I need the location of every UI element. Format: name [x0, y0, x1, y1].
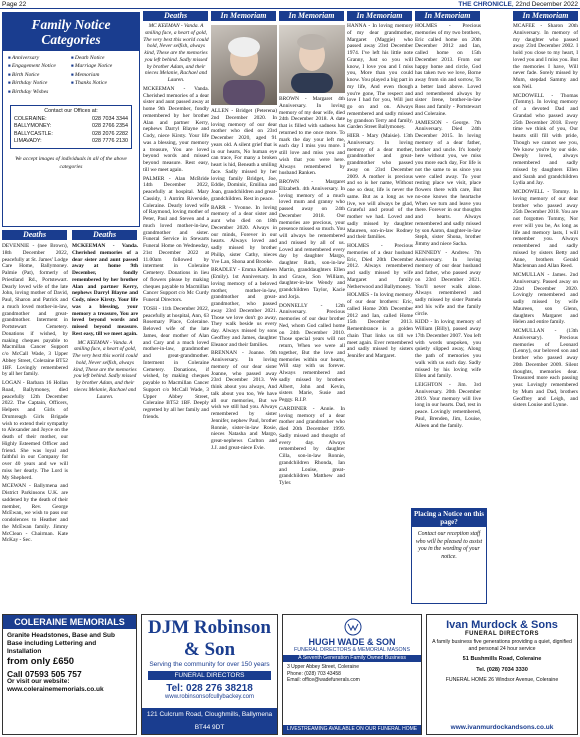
placing-notice-box: [411, 508, 487, 604]
band-deaths: Deaths: [143, 11, 208, 21]
notice-holmes-brothers: HOLMES - In loving memory of our dear brothers: Eric, called Home 20th December 2012 and Ian, called Home 15th December 2013. Remembrance is a golden chain That links us till we meet again. Ever remembered and sadly missed by sisters Jennifer and Margaret.: [347, 292, 413, 359]
contact-box: [10, 105, 132, 149]
notice-mcafee: MCAFEE - Sharon 20th Anniversary. In memory of my daughter who passed away 23rd December 2002. I hold you close to my heart, I loved you and I miss you. But the memories I have, Will never fade. Sorely missed by Mum, stepdad Sammy and son Neil.: [513, 23, 578, 90]
notice-allen: ALLEN - Bridget (Peterena) 2nd December 2020. In loving memory of our dear mother who died on 23rd December 2020, aged 91 years old. A silent grief that is in our hearts, No human eye can trace, For many a broken heart is hid, Beneath a smiling face. Sadly missed by her loving family Bridget, Joe, Eddie, Dominic, Emilina and Joan, grandchildren and great-grandchildren. Rest in peace.: [211, 108, 277, 202]
hugh-wade-ad: HUGH WADE & SON FUNERAL DIRECTORS & MEMORIAL MASONS A Seventh Generation Family Owned Business 3 Upper Abbey Street, Coleraine Phone: (028) 703 43458 Email: office@wadefunerals.com LIVESTREAMING AVAILABLE ON OUR FUNERAL HOME: [282, 614, 422, 735]
category-item: ■ Engagement Notice: [8, 62, 71, 70]
notice-donnelly: DONNELLY - 12th Anniversary. Precious memories of our dear brother Ned, whom God called home on 24th December 2010. Those special years will not return, When we were all together, But the love and memories within our hearts, Will stay with us forever. Always remembered and sadly missed by brothers Albert, John and Kevin, sisters Marie, Susie and Peggy. R.I.P.: [279, 302, 345, 403]
page-number: Page 22: [2, 1, 27, 8]
ad-website[interactable]: www.ivanmurdockandsons.co.uk: [450, 724, 554, 731]
ad-title: COLERAINE MEMORIALS: [3, 615, 136, 629]
ad-body: Granite Headstones, Base and Sub Base including Lettering and Installation from only £650 Call 07593 505 757 Or visit our website: www.colerainememorials.co.uk: [3, 629, 136, 697]
ad-address: 121 Culcrum Road, Cloughmills, Ballymena BT44 9DT: [142, 708, 277, 734]
wade-logo-icon: [343, 618, 363, 636]
placing-body: Contact our reception staff who will be pleased to assist you in the wording of your notice.: [415, 531, 483, 560]
notice-brennan: BRENNAN - Joanne. 9th Anniversary. In loving memory of our dear sister Joanne, who passed away 23rd December 2013. We think about you always, And talk about you too, We have all our memories, But we wish we still had you. Always remembered by sister Jennifer, nephew Paul, brother Ronnie, sister-in-law Rosie, nieces Natasha and Margo, great-nephews Carlton and J.J. and great-niece Evie.: [211, 350, 277, 451]
family-notice-title: Family Notice Categories: [3, 13, 139, 51]
notice-devennie: DEVENNIE - (nee Brown), 18th December 2022, peacefully at St. James' Lodge Care Home, Ballymoney. Palmie (Pat), formerly of Priestland Rd., Portstewart. Dearly loved wife of the late John, loving mother of David, Paul, Sharon and Patrick and a much loved mother-in-law, grandmother and great-grandmother. Interment in Portstewart Cemetery. Donations if wished, by making cheques payable to Macmillan Cancer Support c/o McCall Wade, 3 Upper Abbey Street, Coleraine BT52 1BF. Lovingly remembered by all her family.: [2, 243, 68, 378]
memoriam-column-3: [347, 23, 413, 608]
notice-holmes: HOLMES - Precious memories of a dear husband Eric, Died 20th December 2012. Always remembered and sadly missed by wife Margaret and family Netherwood and Ballymoney.: [347, 243, 413, 290]
notice-bradley: BRADLEY - Emma Kathleen (Emily). 1st Anniversary. In loving memory of a beloved mother, mother-in-law, grandmother and great-grandmother, who passed away 23rd December 2021. Those we love don't go away, They walk beside us every day. Always missed by sons Geoffrey and James, daughter Eleanor and their families.: [211, 267, 277, 348]
notice-holmes-irene: HOLMES - Precious memories of my two brothers, Eric called home on 20th December 2012 and Ian, called home on 15th December 2013. From our happy home and circle, God has taken two we love, Borne away from sin and sorrow, To a better land above. Loved and remembered always by sister Irene, brother-in-law Ross and family - Portstewart and Coleraine.: [415, 23, 481, 117]
category-item: ■ Death Notice: [71, 54, 134, 62]
ivan-murdock-ad: Ivan Murdock & Sons FUNERAL DIRECTORS A family business five generations providing a quiet, dignified and personal 24 hour service 51 Bushmills Road, Coleraine Tel. (028) 7034 3330 FUNERAL HOME 26 Windsor Avenue, Coleraine www.ivanmurdockandsons.co.uk: [426, 614, 578, 735]
notice-mckeeman-verse: MC KEEMAN - Vanda. A smiling face, a heart of gold, The very best this world could hold, Never selfish, always kind, These are the memories you left behind. Sadly missed by brother Adam, and their nieces Melanie, Rachael and Lauren.: [143, 23, 209, 83]
notice-mcdowell-tommy: MCDOWELL - Tommy. In loving memory of our dear brother who passed away 25th December 2018. You are not forgotten Tommy, Nor ever will you be, As long as life and memory lasts, I will remember you. Always remembered and sadly missed by sisters Betty and Anne, brothers Gerald Maclennan and Allan Reed.: [513, 189, 578, 270]
notice-brown-margaret: BROWN - Margaret Elizabeth. 4th Anniversary. In loving memory of a much loved mum and granny who passed away on 24th December 2018. Our memories are precious, your presence missed so much. You will always be remembered and missed by all of us. Loved and remembered every day by daughter Margo, daughter Ruth, son-in-law Martin, granddaughters Ellen and Grace, Son William, daughter-in-law Wendy and grandchildren Taylor, Kacie and Jorja.: [279, 179, 345, 300]
coleraine-memorials-ad: [2, 614, 137, 735]
memoriam-column-2: [279, 96, 345, 608]
notice-leighton: LEIGHTON - Jim. 3rd Anniversary. 20th December 2019. Your memory will live long in our hearts. Dad, rest in peace. Lovingly remembered, Paul, Brenden, Jim, Louise, Aileen and the family.: [415, 382, 481, 429]
ad-phone: Call 07593 505 757: [7, 669, 82, 679]
ad-website[interactable]: www.robinsonsofcullybackey.com: [165, 694, 254, 700]
placing-title: Placing a Notice on this page?: [414, 510, 484, 526]
portrait-image: [211, 25, 277, 105]
ad-title: DJM Robinson & Son: [148, 617, 271, 660]
contact-heading: Contact our Offices at:: [44, 108, 98, 115]
deaths-column-1: [2, 243, 68, 608]
ad-title: Ivan Murdock & Sons: [446, 619, 558, 631]
office-row: COLERAINE: 028 7034 3344: [14, 115, 128, 122]
notice-mckeeman-verse: MC KEEMAN - Vanda. A smiling face, a heart of gold, The very best this world could hold, Never selfish, always kind, These are the memories you left behind. Sadly missed by brother Adam, and their nieces Melanie, Rachael and Lauren.: [72, 339, 138, 400]
notice-gardiner: GARDINER - Annie. In loving memory of a dear mother and grandmother who died 20th December 1999. Sadly missed and thought of every day. Always remembered by daughter Cilla, son-in-law Ronnie, grandchildren Rhonda, Ian and Louise, great-grandchildren Matthew and Tyler.: [279, 405, 345, 486]
allen-photo: [211, 25, 277, 105]
memoriam-column-5: [513, 23, 578, 608]
notice-mcewan-parkinsons: MCEWAN - Ballymena and District Parkinsons U.K. are saddened by the death of their member, Rev. George McEwan, we wish to pass our condolences to Heather and the McEwan family. Jimmy McClean - Chairman. Kate McKay - Sec.: [2, 483, 68, 544]
category-item: ■ Birthday Wishes: [8, 88, 71, 96]
band-in-memoriam: In Memoriam: [211, 11, 276, 21]
notice-jamieson: JAMIESON - George. 7th Anniversary. Died 24th December 2015. In loving memory of a dear father, brother and uncle. It's lonely here without you, we miss you more each day, For life is not the same to us since you were called away. To your resting place we visit, place flowers there with care, But no-one knows the heartache When we turn and leave you there. Forever in our thoughts and hearts. Always remembered and sadly missed by son Aaron, daughter-in-law Steph, sister Shona, brother Jimmy and niece Sacha.: [415, 119, 481, 247]
category-item: ■ Memoriam: [71, 71, 134, 79]
band-deaths: Deaths: [2, 230, 67, 240]
category-item: ■ Anniversary: [8, 54, 71, 62]
family-notice-box: [2, 12, 140, 227]
notice-mckeeman: MCKEEMAN - Vanda. Cherished memories of a dear sister and aunt passed away at home 9th December, fondly remembered by her brother Alan and partner Kerry, nephews Darryl Blayne and Cody, niece Kirsty. Your life was a blessing, your memory a treasure, You are loved beyond words and missed beyond measure. Rest easy, till we meet again.: [143, 85, 209, 173]
notice-mcmullan-james: MCMULLAN - James. 2nd Anniversary. Passed away on 22nd December 2020. Lovingly remembered and sadly missed by wife Maureen, son Glenn, daughters Margaret and Helen and entire family.: [513, 272, 578, 326]
portrait-image: [279, 25, 345, 93]
ad-phone: Phone: (028) 703 43458: [287, 670, 341, 677]
category-item: ■ Marriage Notice: [71, 62, 134, 70]
brown-photo: [279, 25, 345, 93]
band-in-memoriam: In Memoriam: [279, 11, 344, 21]
band-deaths: Deaths: [72, 230, 137, 240]
category-item: ■ Birth Notice: [8, 71, 71, 79]
deaths-column-2: [72, 243, 138, 608]
notice-tosh: TOSH - 11th December 2022, peacefully at hospital, Ann, 63 Rosemary Place, Coleraine. Beloved wife of the late James, dear mother of Alan and Cary and a much loved mother-in-law, grandmother and great-grandmother. Interment in Coleraine Cemetery. Donations, if wished, by making cheques payable to Macmillan Cancer Support c/o McCall Wade, 3 Upper Abbey Street, Coleraine BT52 1BF. Deeply regretted by all her family and friends.: [143, 305, 209, 420]
ad-title: HUGH WADE & SON: [308, 637, 396, 647]
category-item: ■ Birthday Notice: [8, 79, 71, 87]
memoriam-column-4: [415, 23, 481, 508]
notice-logan: LOGAN - Barbara 16 Hollan Road, Ballymoney, died peacefully 12th December 2022. The Captain, Officers, Helpers and Girls of Drumreagh Girls Brigade wish to extend their sympathy to Alexander and Joyce on the death of their mother, our Highly Esteemed Officer and friend. She was loyal and faithful in our Company for over 40 years and we will miss her dearly. The Lord is My Shepherd.: [2, 380, 68, 481]
notice-barr: BARR - Yvonne. In loving memory of a dear sister and aunt who died on 18th December 2020. Always in our minds, Forever in our hearts. Always loved and sadly missed by brother Philip, sister Cathy, nieces Yve Lan, Shona and Brooke.: [211, 204, 277, 265]
notice-brown: BROWN - Margaret 4th Anniversary. In loving memory of my dear wife, died 24th December 2018. A date that is filled with sadness has returned to me once more. To mark the day your left me, each day I miss you more. I still love and miss you and wish that you were here. Always remembered by husband Ranken.: [279, 96, 345, 177]
category-item: ■ Thanks Notice: [71, 79, 134, 87]
ad-phone: Tel. (028) 7034 3330: [476, 666, 528, 673]
notice-kennedy: KENNEDY - Andrew. 7th Anniversary. In loving memory of our dear husband and father, who passed away on 23rd December 2021. You'll never walk alone. Always remembered and sadly missed by sister Pamela and his wife and the family circle.: [415, 249, 481, 317]
band-in-memoriam: In Memoriam: [347, 11, 412, 21]
images-note: We accept images of individuals in all of the above categories: [15, 156, 127, 170]
paper-title: THE CHRONICLE, 22nd December 2022: [458, 1, 578, 8]
notice-palmer: PALMER - Alan McBride 14th December 2022, peacefully at hospital. Mary Cassidy, 1 Antrim Riverside, Coleraine. Dearly loved wife of Raymond, loving mother of Peter, Paul and Steven and a much loved mother-in-law, grandmother and sister. Funeral Service in Stewarts Funeral Home on Wednesday, 21st December 2022 at 11.00am followed by interment in Coleraine Cemetery. Donations in lieu of flowers please by making cheques payable to Macmillan Cancer Support c/o Mc Curdy Funeral Directors.: [143, 175, 209, 303]
ad-phone: Tel: 028 276 38218: [166, 683, 253, 694]
notice-mcmullan-leonard: MCMULLAN - (13th Anniversary). Precious memories of Leonard (Lenny), our beloved son and brother who passed away 20th December 2009. Silent thoughts, memories dear. Treasured more each passing year. Lovingly remembered by Mum and Dad, brothers Geoffrey and Leigh, and sisters Louise and Lynne.: [513, 328, 578, 409]
band-in-memoriam: In Memoriam: [415, 11, 480, 21]
memoriam-column-1: [211, 108, 277, 608]
notice-mckeeman-church: MCKEEMAN - Vanda. Cherished memories of a dear sister and aunt passed away at home 9th December, fondly remembered by her brother Alan and partner Kerry, nephews Darryl Blayne and Cody, niece Kirsty. Your life was a blessing, your memory a treasure, You are loved beyond words and missed beyond measure. Rest easy, till we meet again.: [72, 243, 138, 337]
page-header: [0, 0, 580, 9]
band-in-memoriam: In Memoriam: [513, 11, 578, 21]
notice-hier: HIER - Mary (Maisie). 13th Anniversary. In loving memory of a dear mother, grandmother and great-grandmother who passed away on 23rd December 2009. A mother is precious and so is her name, Without one so dear, life is never the same. But as a long as we live, we will always be glad, Grateful and proud of the mother we had. Loved and sadly missed by daughter Maureen, son-in-law Rodney and their families.: [347, 133, 413, 241]
office-row: BALLYCASTLE: 028 2076 2282: [14, 130, 128, 137]
category-list: [3, 51, 139, 99]
ad-email[interactable]: Email: office@wadefunerals.com: [287, 677, 360, 683]
office-row: LIMAVADY: 028 7776 2130: [14, 138, 128, 145]
notice-kidd: KIDD - In loving memory of William (Billy), passed away 17th December 2007. You left with words unspoken, you quietly slipped away, Along the path of memories you walk with us each day. Sadly missed by his loving wife Ellen and family.: [415, 319, 481, 380]
deaths-column-3: [143, 23, 209, 608]
notice-hanna: HANNA - In loving memory of my dear grandmother, Margaret (Maggie) who passed away 23rd December 1974. I've left his little note Granny, Just so you will know, I love you and I miss you, More than you could know. You played a big part in my life, And even though you're gone, The respect and love I had for you, Will just go on and on. Always remembered and sadly missed by grandson Terry and family, Garden Street Ballymoney.: [347, 23, 413, 131]
notice-mcdowell: MCDOWELL - Thomas (Tommy). In loving memory of a devoted Dad and Grandad who passed away 25th December 2018. Every time we think of you, Our hearts still fill with pride, Though we cannot see you, We know you're by our side. Deeply loved, always remembered and sadly missed by daughters Ellen and Sarah and grandchildren Lydia and Jay.: [513, 92, 578, 187]
djm-robinson-ad: DJM Robinson & Son Serving the community for over 150 years FUNERAL DIRECTORS Tel: 028 276 38218 www.robinsonsofcullybackey.com 121 Culcrum Road, Cloughmills, Ballymena BT44 9DT: [141, 614, 278, 735]
office-row: BALLYMONEY: 028 2766 2354: [14, 123, 128, 130]
ad-website[interactable]: Or visit our website: www.colerainememorials.co.uk: [7, 678, 104, 693]
